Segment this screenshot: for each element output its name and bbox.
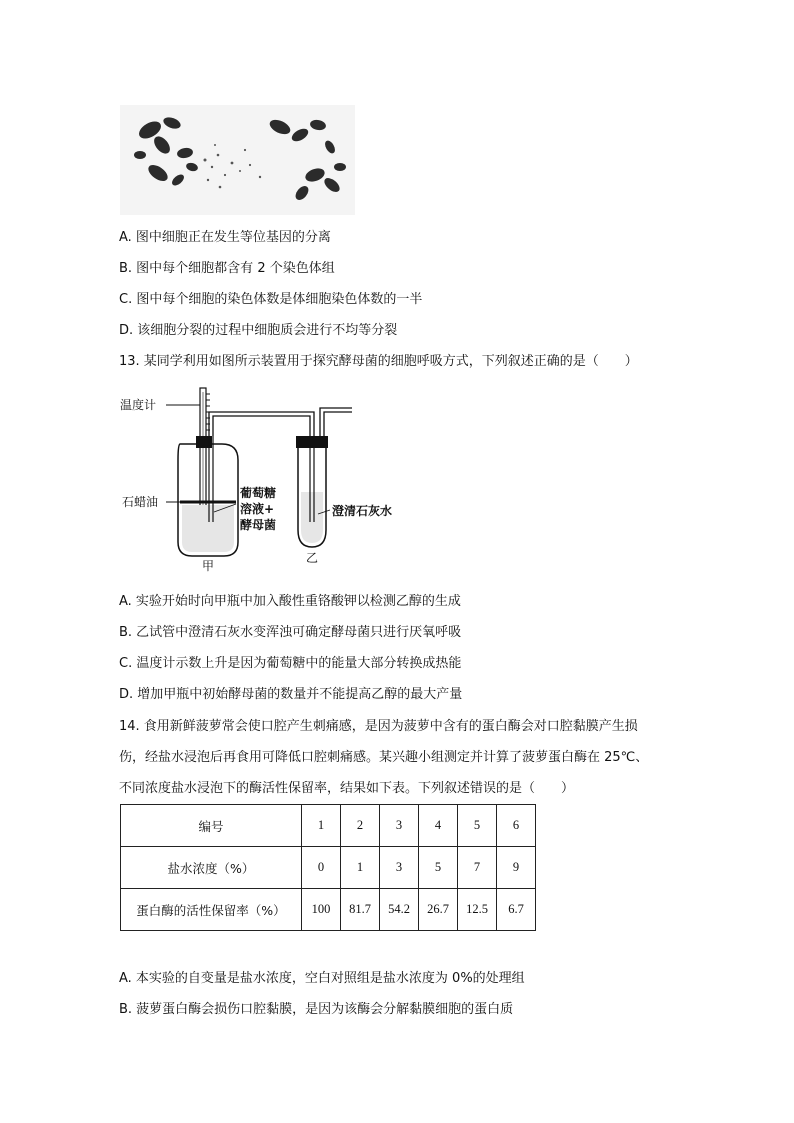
enzyme-activity-table [120, 804, 536, 931]
label-limewater: 澄清石灰水 [332, 504, 393, 518]
table-row [121, 805, 536, 847]
q13-option-c: C. 温度计示数上升是因为葡萄糖中的能量大部分转换成热能 [119, 656, 462, 671]
table-cell: 2 [341, 805, 380, 847]
label-paraffin: 石蜡油 [122, 495, 159, 509]
table-cell: 4 [419, 805, 458, 847]
table-cell: 9 [497, 847, 536, 889]
q14-option-a: A. 本实验的自变量是盐水浓度，空白对照组是盐水浓度为 0%的处理组 [119, 971, 525, 986]
table-cell: 1 [302, 805, 341, 847]
q12-option-c: C. 图中每个细胞的染色体数是体细胞染色体数的一半 [119, 292, 423, 307]
table-cell: 100 [302, 889, 341, 931]
table-cell: 26.7 [419, 889, 458, 931]
table-row [121, 847, 536, 889]
label-thermometer: 温度计 [120, 398, 157, 412]
table-cell: 1 [341, 847, 380, 889]
row-header: 编号 [121, 805, 302, 847]
q13-option-a: A. 实验开始时向甲瓶中加入酸性重铬酸钾以检测乙醇的生成 [119, 594, 461, 609]
table-cell: 12.5 [458, 889, 497, 931]
table-row [121, 889, 536, 931]
q14-stem-line-1: 14. 食用新鲜菠萝常会使口腔产生刺痛感，是因为菠萝中含有的蛋白酶会对口腔黏膜产生损 [119, 719, 638, 734]
table-cell: 3 [380, 805, 419, 847]
table-cell: 6 [497, 805, 536, 847]
row-header: 盐水浓度（%） [121, 847, 302, 889]
label-glucose-3: 酵母菌 [240, 518, 277, 532]
label-glucose-1: 葡萄糖 [240, 486, 277, 500]
q13-option-b: B. 乙试管中澄清石灰水变浑浊可确定酵母菌只进行厌氧呼吸 [119, 625, 462, 640]
table-cell: 7 [458, 847, 497, 889]
table-cell: 81.7 [341, 889, 380, 931]
cell-division-micrograph [120, 105, 355, 215]
q12-option-b: B. 图中每个细胞都含有 2 个染色体组 [119, 261, 335, 276]
q14-stem-line-3: 不同浓度盐水浸泡下的酶活性保留率，结果如下表。下列叙述错误的是（ ） [119, 781, 575, 796]
table-cell: 5 [419, 847, 458, 889]
q14-stem-line-2: 伤，经盐水浸泡后再食用可降低口腔刺痛感。某兴趣小组测定并计算了菠萝蛋白酶在 25℃、 [119, 750, 649, 765]
table-cell: 54.2 [380, 889, 419, 931]
q14-option-b: B. 菠萝蛋白酶会损伤口腔黏膜，是因为该酶会分解黏膜细胞的蛋白质 [119, 1002, 514, 1017]
q13-stem: 13. 某同学利用如图所示装置用于探究酵母菌的细胞呼吸方式，下列叙述正确的是（ ） [119, 354, 638, 369]
label-tube: 乙 [306, 551, 319, 565]
label-glucose-2: 溶液+ [240, 502, 275, 516]
table-cell: 0 [302, 847, 341, 889]
q12-option-d: D. 该细胞分裂的过程中细胞质会进行不均等分裂 [119, 323, 398, 338]
q13-option-d: D. 增加甲瓶中初始酵母菌的数量并不能提高乙醇的最大产量 [119, 687, 463, 702]
table-cell: 5 [458, 805, 497, 847]
label-flask: 甲 [202, 559, 215, 572]
table-cell: 3 [380, 847, 419, 889]
yeast-respiration-apparatus [118, 382, 408, 572]
row-header: 蛋白酶的活性保留率（%） [121, 889, 302, 931]
table-cell: 6.7 [497, 889, 536, 931]
q12-option-a: A. 图中细胞正在发生等位基因的分离 [119, 230, 331, 245]
